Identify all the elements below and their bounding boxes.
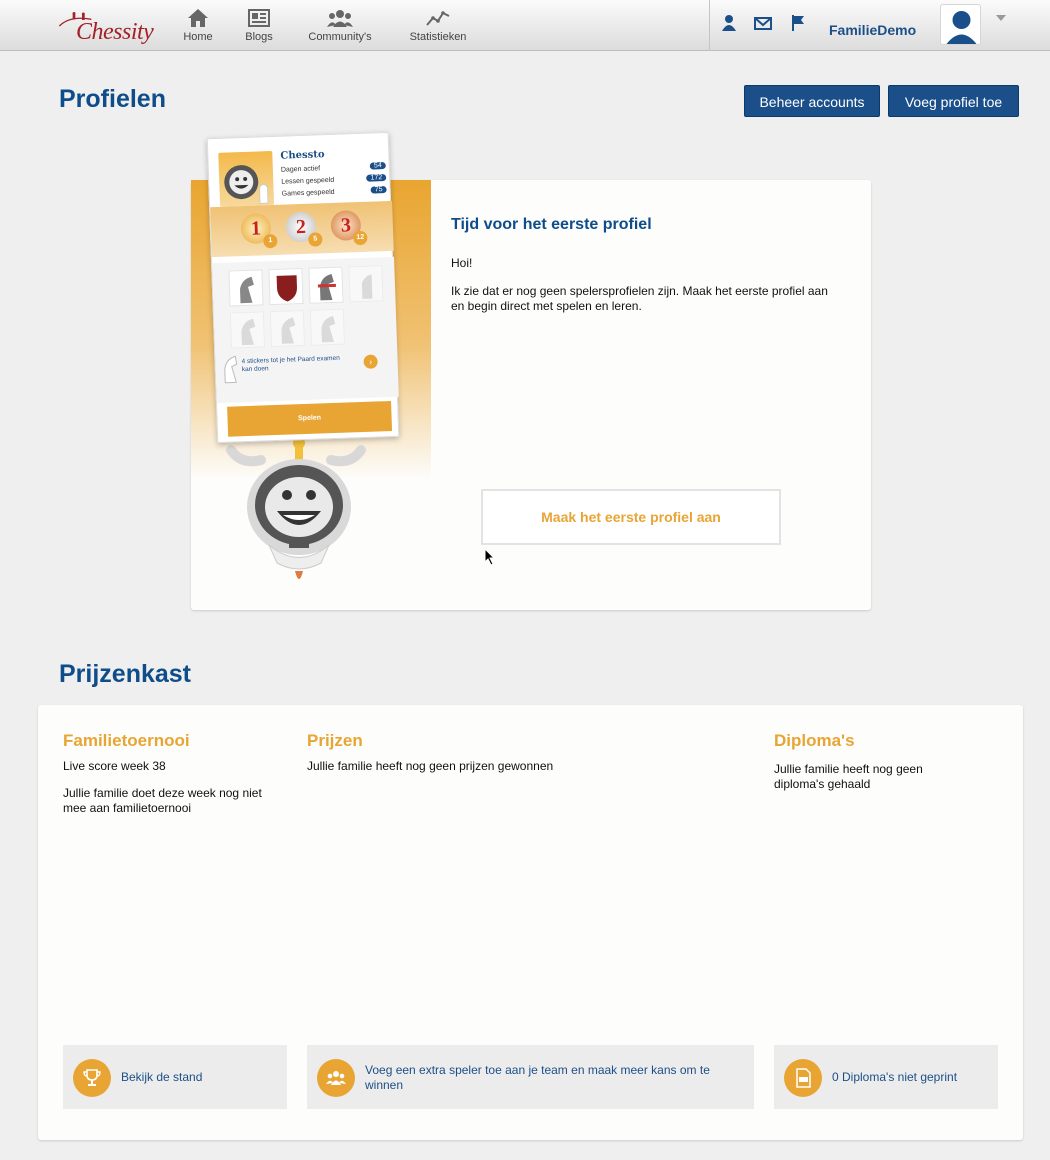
diplomas-not-printed-button[interactable] bbox=[774, 1045, 998, 1109]
statistics-icon bbox=[426, 8, 450, 28]
community-icon bbox=[327, 8, 353, 28]
medal-count: 1 bbox=[263, 234, 277, 248]
promo-message: Ik zie dat er nog geen spelersprofielen zijn. Maak het eerste profiel aan en begin direct met spelen en leren. bbox=[451, 284, 828, 313]
locked-sticker-icon bbox=[230, 311, 265, 348]
knight-sticker-icon bbox=[228, 269, 263, 306]
nav-home[interactable] bbox=[180, 8, 216, 43]
stat-label: Lessen gespeeld bbox=[281, 176, 335, 186]
home-icon bbox=[187, 8, 209, 28]
preview-medals bbox=[210, 201, 394, 257]
locked-sticker-icon bbox=[270, 310, 305, 347]
prize-cabinet-card bbox=[38, 705, 1023, 1140]
robot-mascot-icon bbox=[221, 435, 371, 595]
medal-count: 12 bbox=[353, 231, 367, 245]
greeting-text: Hoi! bbox=[451, 256, 473, 270]
view-standings-button[interactable] bbox=[63, 1045, 287, 1109]
diplomas-title: Diploma's bbox=[774, 731, 855, 750]
add-player-label: Voeg een extra speler toe aan je team en maak meer kans om te winnen bbox=[365, 1063, 710, 1092]
silver-medal-icon: 2 5 bbox=[285, 212, 316, 243]
knight-sticker-icon bbox=[308, 267, 343, 304]
stat-value: 172 bbox=[366, 174, 386, 182]
medal-count: 5 bbox=[308, 232, 322, 246]
preview-stat-lessons bbox=[281, 175, 386, 186]
bronze-medal-icon: 3 12 bbox=[330, 210, 361, 241]
knight-piece-icon bbox=[221, 354, 240, 385]
tournament-title: Familietoernooi bbox=[63, 731, 190, 750]
flag-icon[interactable] bbox=[791, 14, 805, 32]
preview-stat-games bbox=[282, 187, 387, 198]
locked-sticker-icon bbox=[348, 265, 383, 302]
user-icon[interactable] bbox=[721, 14, 737, 32]
nav-statistics[interactable] bbox=[404, 8, 472, 43]
gold-medal-icon: 1 1 bbox=[240, 213, 271, 244]
nav-blogs-label: Blogs bbox=[245, 31, 273, 43]
newspaper-icon bbox=[248, 8, 270, 28]
robot-avatar-icon bbox=[218, 151, 274, 207]
profiles-title: Profielen bbox=[59, 85, 166, 113]
logo-text: Chessity bbox=[76, 19, 154, 45]
username-link[interactable]: FamilieDemo bbox=[829, 22, 917, 38]
nav-communities-label: Community's bbox=[308, 31, 372, 43]
stat-label: Games gespeeld bbox=[281, 188, 335, 198]
sticker-progress-note: 4 stickers tot je het Paard examen kan doen bbox=[241, 354, 340, 374]
preview-stickers bbox=[212, 257, 399, 403]
preview-name: Chessto bbox=[280, 149, 325, 162]
mail-icon[interactable] bbox=[754, 17, 772, 30]
awards-text: Jullie familie heeft nog geen prijzen gewonnen bbox=[307, 759, 554, 773]
stat-value: 75 bbox=[371, 186, 387, 194]
preview-stat-days bbox=[281, 163, 386, 174]
tournament-text: Jullie familie doet deze week nog niet mee aan familietoernooi bbox=[63, 786, 262, 815]
diplomas-text: Jullie familie heeft nog geen diploma's gehaald bbox=[774, 762, 923, 791]
stat-label: Dagen actief bbox=[280, 165, 321, 174]
nav-blogs[interactable] bbox=[240, 8, 278, 43]
preview-play-button: Spelen bbox=[227, 401, 392, 437]
promo-title: Tijd voor het eerste profiel bbox=[451, 216, 652, 233]
nav-statistics-label: Statistieken bbox=[409, 31, 467, 43]
add-player-button[interactable] bbox=[307, 1045, 754, 1109]
create-first-profile-button[interactable]: Maak het eerste profiel aan bbox=[481, 489, 781, 545]
add-profile-button[interactable]: Voeg profiel toe bbox=[888, 85, 1019, 117]
nav-divider bbox=[709, 0, 710, 51]
pdf-icon bbox=[784, 1059, 822, 1097]
diplomas-not-printed-label: 0 Diploma's niet geprint bbox=[832, 1070, 958, 1084]
nav-home-label: Home bbox=[183, 31, 213, 43]
avatar[interactable] bbox=[940, 4, 981, 45]
preview-avatar bbox=[218, 151, 274, 207]
chessity-logo[interactable] bbox=[58, 6, 153, 46]
manage-accounts-button[interactable]: Beheer accounts bbox=[744, 85, 880, 117]
team-icon bbox=[317, 1059, 355, 1097]
nav-communities[interactable] bbox=[302, 8, 378, 43]
view-standings-label: Bekijk de stand bbox=[121, 1070, 203, 1084]
shield-sticker-icon bbox=[268, 268, 303, 305]
top-navigation-bar bbox=[0, 0, 1050, 51]
stat-value: 54 bbox=[370, 162, 386, 170]
account-menu-caret[interactable] bbox=[996, 15, 1006, 21]
tournament-subtitle: Live score week 38 bbox=[63, 759, 166, 773]
avatar-placeholder-icon bbox=[941, 5, 981, 45]
locked-sticker-icon bbox=[310, 309, 345, 346]
prizes-title: Prijzenkast bbox=[59, 660, 192, 688]
profile-preview-card bbox=[207, 132, 400, 443]
awards-title: Prijzen bbox=[307, 731, 363, 750]
mouse-cursor-icon bbox=[484, 548, 496, 566]
preview-header bbox=[214, 141, 386, 205]
chevron-right-icon: › bbox=[363, 354, 377, 368]
trophy-icon bbox=[73, 1059, 111, 1097]
